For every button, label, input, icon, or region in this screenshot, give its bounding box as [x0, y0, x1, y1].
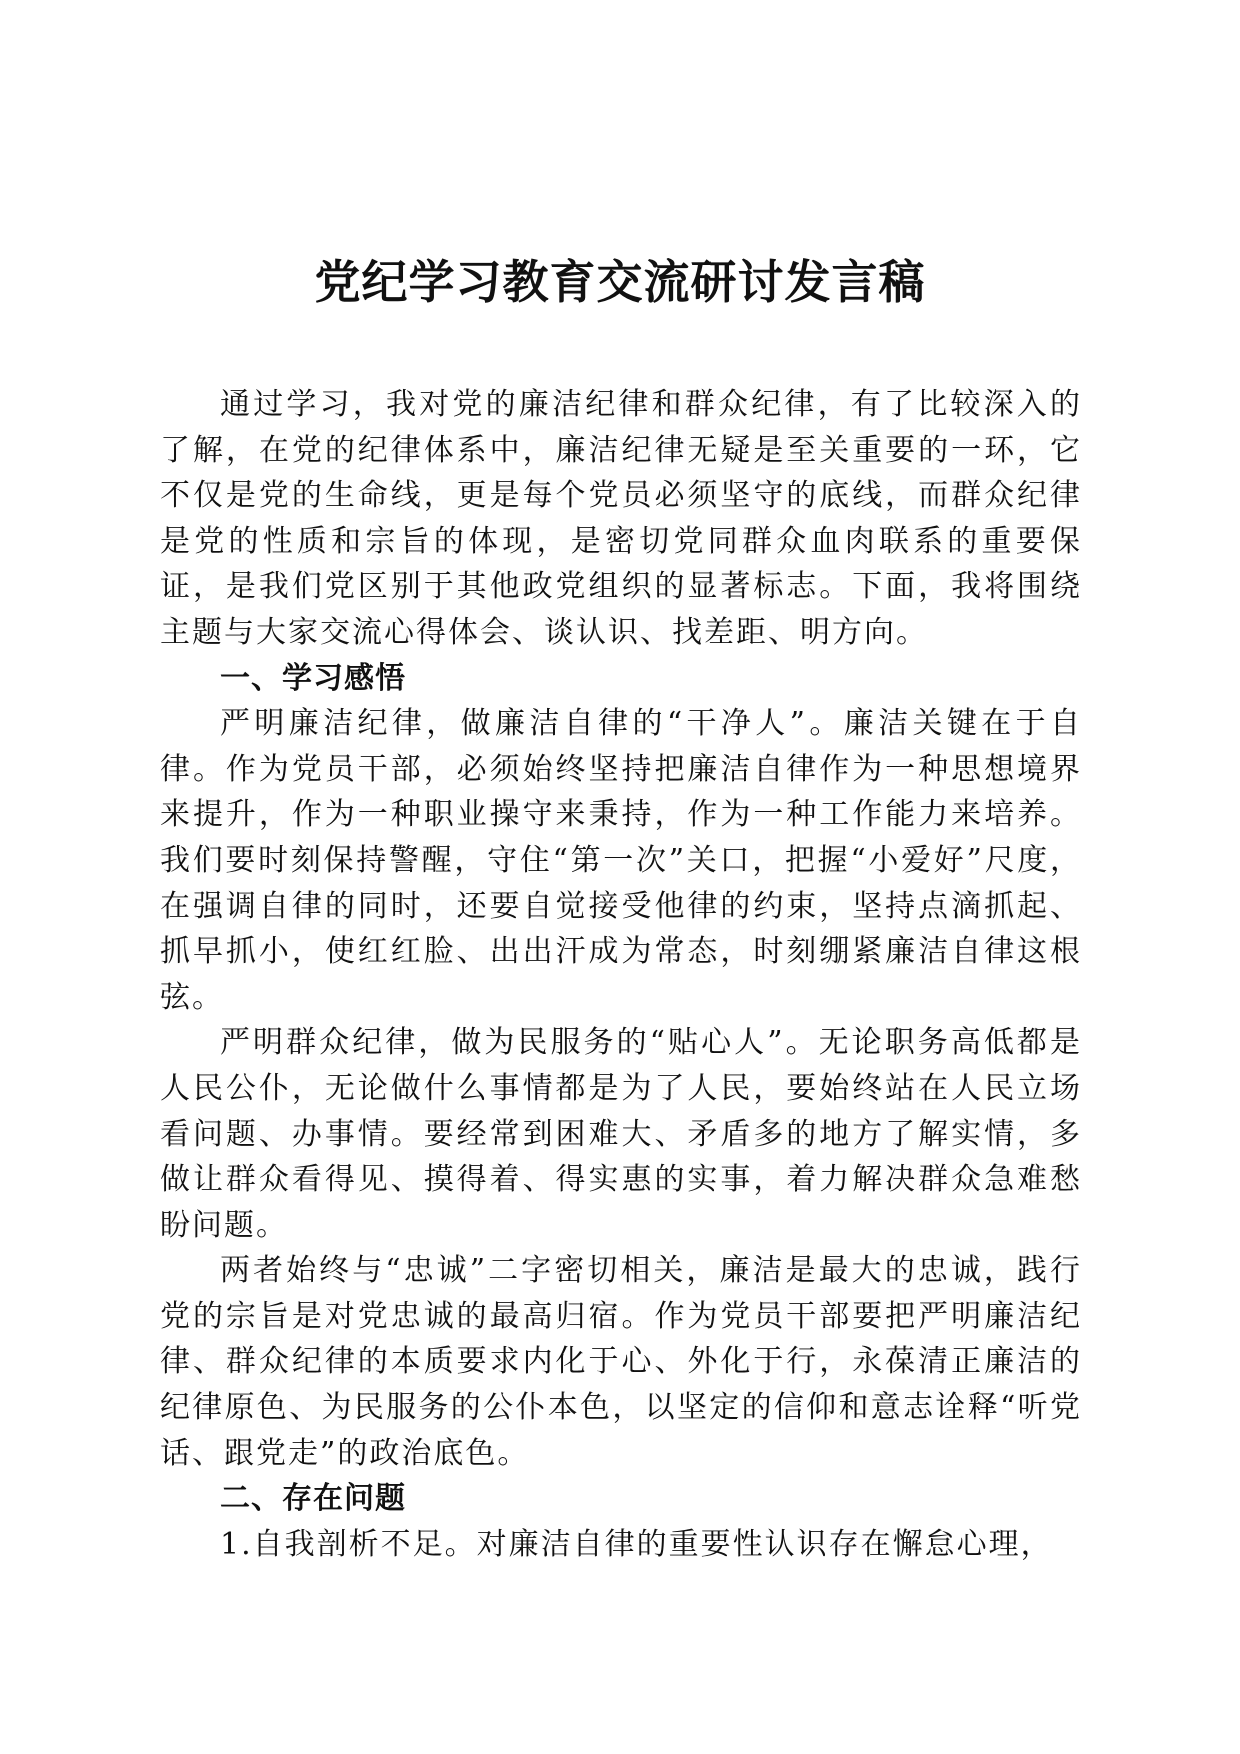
paragraph-mass-discipline: 严明群众纪律，做为民服务的“贴心人”。无论职务高低都是人民公仆，无论做什么事情都是为了人民，要始终站在人民立场看问题、办事情。要经常到困难大、矛盾多的地方了解实情，多做让群众看得见、摸得着、得实惠的实事，着力解决群众急难愁盼问题。 [160, 1025, 1082, 1243]
section-heading-study-insights: 一、学习感悟 [220, 660, 406, 696]
document-title: 党纪学习教育交流研讨发言稿 [314, 255, 926, 309]
intro-paragraph: 通过学习，我对党的廉洁纪律和群众纪律，有了比较深入的了解，在党的纪律体系中，廉洁纪律无疑是至关重要的一环，它不仅是党的生命线，更是每个党员必须坚守的底线，而群众纪律是党的性质和宗旨的体现，是密切党同群众血肉联系的重要保证，是我们党区别于其他政党组织的显著标志。下面，我将围绕主题与大家交流心得体会、谈认识、找差距、明方向。 [160, 387, 1082, 650]
document-body [160, 382, 1082, 1567]
paragraph-loyalty: 两者始终与“忠诚”二字密切相关，廉洁是最大的忠诚，践行党的宗旨是对党忠诚的最高归宿。作为党员干部要把严明廉洁纪律、群众纪律的本质要求内化于心、外化于行，永葆清正廉洁的纪律原色、为民服务的公仆本色，以坚定的信仰和意志诠释“听党话、跟党走”的政治底色。 [160, 1253, 1082, 1471]
paragraph-self-analysis: 1.自我剖析不足。对廉洁自律的重要性认识存在懈怠心理， [220, 1526, 1053, 1562]
section-heading-existing-problems: 二、存在问题 [220, 1481, 406, 1517]
paragraph-integrity-discipline: 严明廉洁纪律，做廉洁自律的“干净人”。廉洁关键在于自律。作为党员干部，必须始终坚持把廉洁自律作为一种思想境界来提升，作为一种职业操守来秉持，作为一种工作能力来培养。我们要时刻保持警醒，守住“第一次”关口，把握“小爱好”尺度，在强调自律的同时，还要自觉接受他律的约束，坚持点滴抓起、抓早抓小，使红红脸、出出汗成为常态，时刻绷紧廉洁自律这根弦。 [160, 706, 1082, 1015]
